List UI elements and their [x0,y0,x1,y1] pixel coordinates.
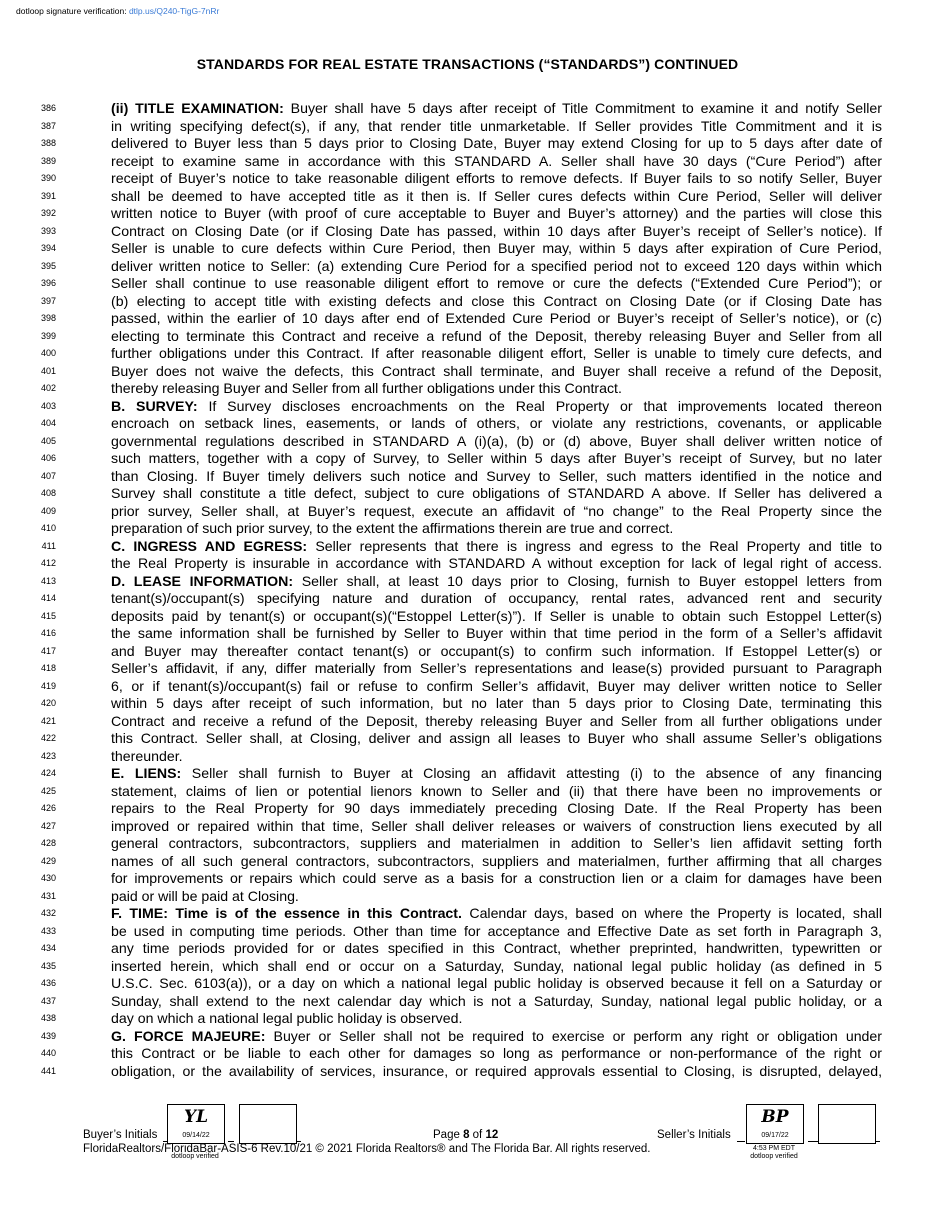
line-number: 414 [40,593,56,603]
line-text: this Contract or be liable to each other for damages so long as performance or non-performance of the right or [111,1045,882,1061]
line-text: encroach on setback lines, easements, or lands of others, or violate any restrictions, covenants, or applicable [111,415,882,431]
initials-underline [808,1141,818,1142]
line-number: 419 [40,680,56,691]
text-line [0,153,935,171]
line-number: 404 [40,418,56,428]
text-line [0,660,935,678]
text-line [0,783,935,801]
text-line [0,748,935,766]
line-text: obligation, or the availability of services, insurance, or required approvals essential to Closing, is disrupted, delayed, [111,1062,882,1079]
text-line [0,590,935,608]
line-number: 441 [40,1065,56,1076]
line-number: 392 [40,208,56,218]
line-number: 397 [40,295,56,306]
line-text: within 5 days after receipt of such information, but no later than 5 days prior to Closing Date, terminating this [111,695,882,711]
line-number: 434 [40,943,56,953]
text-line [0,135,935,153]
page-number: Page 8 of 12 [433,1129,499,1141]
line-text: inserted herein, which shall end or occur on a Saturday, Sunday, national legal public holiday (as defined in 5 [111,957,882,974]
line-text: Seller’s affidavit, if any, differ materially from Seller’s representations and lease(s) provided pursuant to Paragraph [111,660,882,676]
line-text: receipt of Buyer’s notice to take reasonable diligent efforts to remove defects. If Buyer fails to so notify Seller, Buyer [111,170,882,186]
line-text: receipt to examine same in accordance with this STANDARD A. Seller shall have 30 days (“Cure Period”) after [111,152,882,169]
line-text: E. LIENS: Seller shall furnish to Buyer at Closing an affidavit attesting (i) to the absence of any financing [111,765,883,781]
copyright-line: FloridaRealtors/FloridaBar-ASIS-6 Rev.10/21 © 2021 Florida Realtors® and The Florida Bar. All rights reserved. [83,1143,651,1155]
line-text: thereby releasing Buyer and Seller from all further obligations under this Contract. [111,380,622,396]
line-text: Contract and receive a refund of the Deposit, thereby releasing Buyer and Seller from all further obligations under [111,712,882,729]
line-number: 438 [40,1013,56,1023]
line-number: 388 [40,138,56,148]
text-line [0,468,935,486]
line-text: repairs to the Real Property for 90 days immediately preceding Closing Date. If the Real Property has been [111,800,882,816]
line-text: any time periods provided for or dates specified in this Contract, whether preprinted, handwritten, typewritten or [111,940,882,956]
line-number: 399 [40,330,56,341]
line-number: 417 [40,645,56,656]
line-text: Contract on Closing Date (or if Closing Date has passed, within 10 days after Buyer’s receipt of Seller’s notice). If [111,222,882,239]
text-line [0,835,935,853]
text-line [0,713,935,731]
page-footer [0,1100,935,1180]
line-number: 407 [40,470,56,481]
initials-underline [297,1141,301,1142]
line-text: (ii) TITLE EXAMINATION: Buyer shall have 5 days after receipt of Title Commitment to examine it and notify Seller [111,100,882,116]
line-number: 415 [40,610,56,621]
text-line [0,485,935,503]
text-line [0,100,935,118]
line-text: 6, or if tenant(s)/occupant(s) fail or refuse to confirm Seller’s affidavit, Buyer may deliver written notice to Seller [111,677,882,694]
text-line [0,765,935,783]
line-text: delivered to Buyer less than 5 days prior to Closing Date, Buyer may extend Closing for up to 5 days after date of [111,135,882,151]
line-number: 435 [40,960,56,971]
section-heading: D. LEASE INFORMATION: [111,572,294,589]
line-text: further obligations under this Contract. If after reasonable diligent effort, Seller is unable to timely cure defects, and [111,345,882,361]
text-line [0,923,935,941]
line-text: tenant(s)/occupant(s) specifying nature and duration of occupancy, rental rates, advanced rent and security [111,590,882,606]
line-number: 406 [40,453,56,463]
buyer-initial-signature: YL [183,1107,209,1127]
line-number: 395 [40,260,56,271]
text-line [0,380,935,398]
text-line [0,643,935,661]
line-number: 437 [40,995,56,1006]
text-line [0,363,935,381]
line-number: 394 [40,243,56,253]
verification-link[interactable]: dtlp.us/Q240-TigG-7nRr [128,6,220,16]
section-heading: G. FORCE MAJEURE: [111,1027,266,1044]
buyer-dotloop-stamp: dotloop verified [171,1153,219,1160]
buyer-initial-date: 09/14/22 [182,1132,210,1139]
line-number: 405 [40,435,56,446]
text-line [0,695,935,713]
line-text: and Buyer may thereafter contact tenant(s) or occupant(s) to confirm such information. If Estoppel Letter(s) or [111,642,882,659]
initials-underline [228,1141,234,1142]
text-line [0,170,935,188]
text-line [0,730,935,748]
line-number: 431 [40,890,56,901]
buyers-initials-label: Buyer’s Initials [83,1129,158,1141]
text-line [0,818,935,836]
line-number: 390 [40,173,56,183]
line-number: 398 [40,313,56,323]
text-line [0,608,935,626]
seller-initial-box-2[interactable] [818,1104,876,1144]
sellers-initials-label: Seller’s Initials [657,1129,731,1141]
text-line [0,905,935,923]
line-text: than Closing. If Buyer timely delivers such notice and Survey to Seller, such matters identified in the notice and [111,467,882,484]
line-number: 413 [40,575,56,586]
verification-label: dotloop signature verification: [16,6,127,16]
text-line [0,870,935,888]
line-text: deposits paid by tenant(s) or occupant(s)(“Estoppel Letter(s)”). If Seller is unable to obtain such Estoppel Letter(s) [111,607,882,624]
line-number: 428 [40,838,56,848]
line-text: for improvements or repairs which could serve as a basis for a construction lien or a claim for damages have been [111,870,882,886]
line-text: prior survey, Seller shall, at Buyer’s request, execute an affidavit of “no change” to the Real Property since the [111,502,882,519]
line-number: 433 [40,925,56,936]
line-text: Seller is unable to cure defects within Cure Period, then Buyer may, within 5 days after expiration of Cure Period, [111,240,882,256]
text-line [0,975,935,993]
text-line [0,1028,935,1046]
line-number: 391 [40,190,56,201]
seller-initial-date: 09/17/22 [761,1132,789,1139]
line-text: Sunday, shall extend to the next calendar day which is not a Saturday, Sunday, national legal public holiday, or a [111,992,882,1009]
line-text: names of all such general contractors, subcontractors, suppliers and materialmen, further affirming that all charges [111,852,882,869]
text-line [0,328,935,346]
document-body [0,100,935,1080]
buyer-initial-box-2[interactable] [239,1104,297,1144]
text-line [0,503,935,521]
line-number: 396 [40,278,56,288]
line-number: 393 [40,225,56,236]
signature-verification [16,6,219,16]
line-number: 420 [40,698,56,708]
text-line [0,853,935,871]
text-line [0,223,935,241]
text-line [0,1063,935,1081]
line-text: Seller shall continue to use reasonable diligent effort to remove or cure the defects (“Extended Cure Period”); or [111,275,882,291]
line-number: 421 [40,715,56,726]
line-text: U.S.C. Sec. 6103(a)), or a day on which a national legal public holiday is observed because it fell on a Saturday or [111,975,882,991]
text-line [0,398,935,416]
text-line [0,888,935,906]
line-number: 422 [40,733,56,743]
text-line [0,520,935,538]
line-number: 425 [40,785,56,796]
line-number: 389 [40,155,56,166]
text-line [0,415,935,433]
text-line [0,118,935,136]
line-text: the Real Property is insurable in accordance with STANDARD A without exception for lack of legal right of access. [111,555,882,571]
section-heading: C. INGRESS AND EGRESS: [111,537,308,554]
line-text: deliver written notice to Seller: (a) extending Cure Period for a specified period not to exceed 120 days within which [111,257,882,274]
text-line [0,433,935,451]
buyer-initial-box-1[interactable] [167,1104,225,1144]
line-text: Survey shall constitute a title defect, subject to cure obligations of STANDARD A above. If Seller has delivered a [111,485,882,501]
text-line [0,625,935,643]
line-text: (b) electing to accept title with existing defects and close this Contract on Closing Date (or if Closing Date has [111,292,882,309]
text-line [0,450,935,468]
seller-initial-signature: BP [761,1107,789,1127]
text-line [0,993,935,1011]
seller-dotloop-stamp: 4:53 PM EDT dotloop verified [750,1145,798,1160]
line-number: 411 [41,540,56,551]
line-text: improved or repaired within that time, Seller shall deliver releases or waivers of construction liens executed by all [111,817,882,834]
line-number: 402 [40,383,56,393]
page-title: STANDARDS FOR REAL ESTATE TRANSACTIONS (“STANDARDS”) CONTINUED [196,56,739,72]
text-line [0,240,935,258]
line-number: 403 [40,400,56,411]
line-text: governmental regulations described in STANDARD A (i)(a), (b) or (d) above, Buyer shall deliver written notice of [111,432,882,449]
line-number: 430 [40,873,56,883]
line-text: B. SURVEY: If Survey discloses encroachments on the Real Property or that improvements located thereon [111,397,882,414]
line-text: this Contract. Seller shall, at Closing, deliver and assign all leases to Buyer who shall assume Seller’s obligations [111,730,882,746]
line-text: D. LEASE INFORMATION: Seller shall, at least 10 days prior to Closing, furnish to Buyer estoppel letters from [111,572,882,589]
line-number: 439 [40,1030,56,1041]
text-line [0,1045,935,1063]
line-number: 387 [40,120,56,131]
line-text: day on which a national legal public holiday is observed. [111,1010,463,1026]
text-line [0,1010,935,1028]
section-heading: E. LIENS: [111,765,182,781]
section-heading: F. TIME: Time is of the essence in this Contract. [111,905,462,921]
line-text: F. TIME: Time is of the essence in this Contract. Calendar days, based on where the Property is located, shall [111,905,882,921]
line-number: 429 [40,855,56,866]
seller-initial-box-1[interactable] [746,1104,804,1144]
text-line [0,310,935,328]
line-number: 440 [40,1048,56,1058]
text-line [0,555,935,573]
line-number: 410 [40,523,56,533]
line-number: 409 [40,505,56,516]
text-line [0,940,935,958]
line-text: written notice to Buyer (with proof of cure acceptable to Buyer and Buyer’s attorney) and the parties will close this [111,205,882,221]
text-line [0,538,935,556]
text-line [0,188,935,206]
text-line [0,205,935,223]
line-text: such matters, together with a copy of Survey, to Seller within 5 days after Buyer’s receipt of Survey, but no later [111,450,882,466]
line-number: 416 [40,628,56,638]
line-text: electing to terminate this Contract and receive a refund of the Deposit, thereby releasing Buyer and Seller from all [111,327,882,344]
text-line [0,293,935,311]
text-line [0,345,935,363]
line-text: be used in computing time periods. Other than time for acceptance and Effective Date as set forth in Paragraph 3, [111,922,882,939]
line-text: the same information shall be furnished by Seller to Buyer within that time period in the form of a Seller’s affidavit [111,625,882,641]
line-text: G. FORCE MAJEURE: Buyer or Seller shall not be required to exercise or perform any right or obligation under [111,1027,882,1044]
line-text: in writing specifying defect(s), if any, that render title unmarketable. If Seller provides Title Commitment and it is [111,117,882,134]
line-text: statement, claims of lien or potential lienors known to Seller and (ii) that there have been no improvements or [111,782,882,799]
line-text: thereunder. [111,747,183,764]
line-number: 426 [40,803,56,813]
section-heading: (ii) TITLE EXAMINATION: [111,100,284,116]
line-text: Buyer does not waive the defects, this Contract shall terminate, and Buyer shall receive a refund of the Deposit, [111,362,882,379]
line-text: paid or will be paid at Closing. [111,887,299,904]
line-text: shall be deemed to have accepted title as it then is. If Seller cures defects within Cure Period, Seller will deliver [111,187,882,204]
line-number: 436 [40,978,56,988]
line-number: 400 [40,348,56,358]
section-heading: B. SURVEY: [111,397,198,414]
line-number: 424 [40,768,56,778]
line-number: 418 [40,663,56,673]
text-line [0,678,935,696]
text-line [0,573,935,591]
text-line [0,958,935,976]
line-number: 386 [40,103,56,113]
text-line [0,258,935,276]
text-line [0,800,935,818]
line-number: 423 [40,750,56,761]
line-number: 427 [40,820,56,831]
text-line [0,275,935,293]
line-number: 412 [40,558,56,568]
initials-underline [876,1141,880,1142]
line-number: 408 [40,488,56,498]
line-text: passed, within the earlier of 10 days after end of Extended Cure Period or Buyer’s receipt of Seller’s notice), or (c) [111,310,882,326]
line-number: 432 [40,908,56,918]
line-number: 401 [40,365,56,376]
line-text: preparation of such prior survey, to the extent the affirmations therein are true and correct. [111,520,674,536]
line-text: general contractors, subcontractors, suppliers and materialmen in addition to Seller’s lien affidavit setting forth [111,835,882,851]
initials-underline [737,1141,745,1142]
line-text: C. INGRESS AND EGRESS: Seller represents that there is ingress and egress to the Real Property and title to [111,537,882,554]
